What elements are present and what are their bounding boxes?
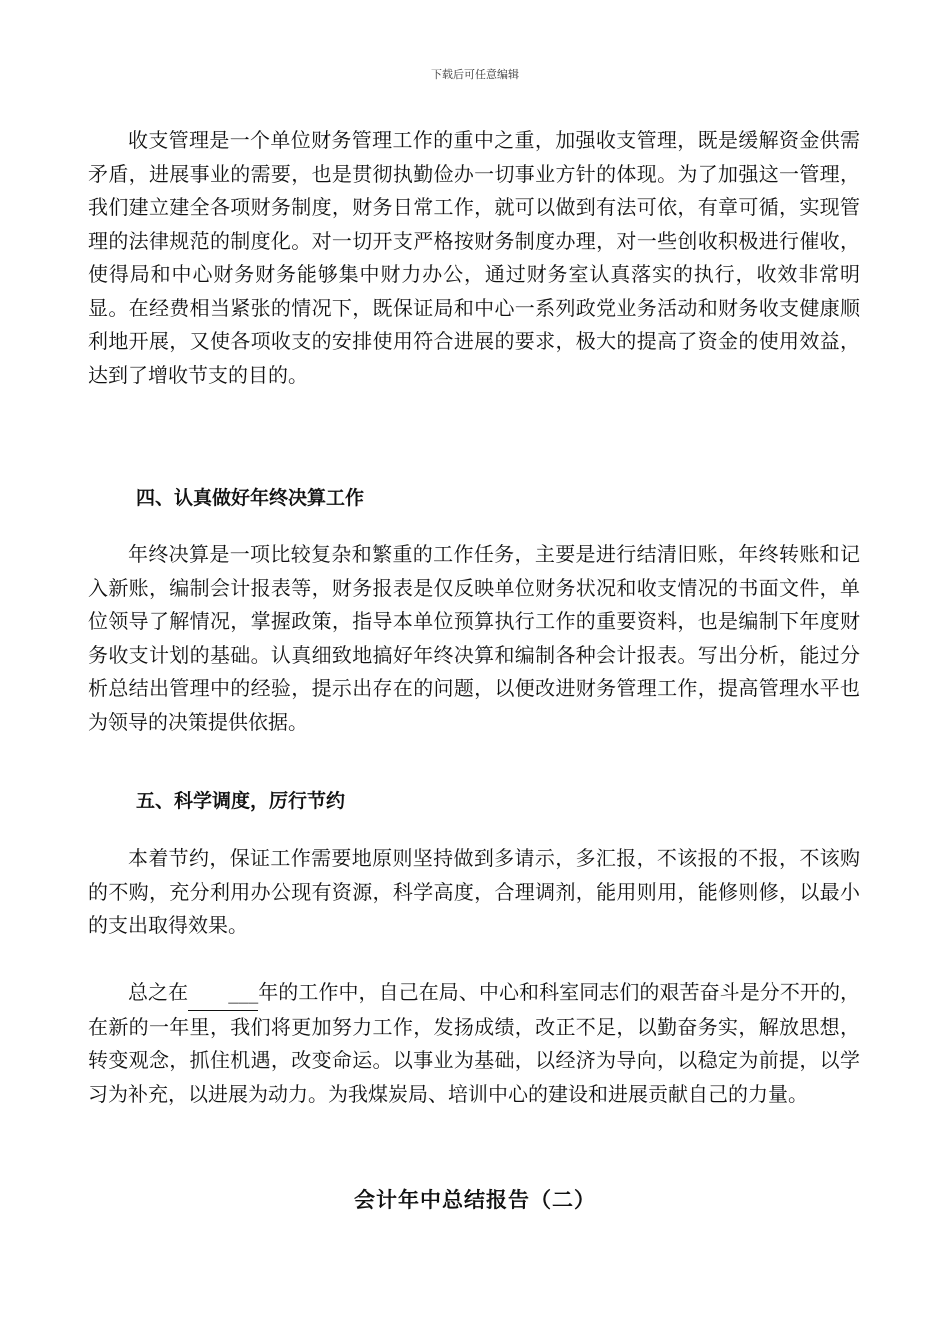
- paragraph-year-end-settlement: 年终决算是一项比较复杂和繁重的工作任务，主要是进行结清旧账，年终转账和记入新账，编制会计报表等，财务报表是仅反映单位财务状况和收支情况的书面文件，单位领导了解情况，掌握政策，指导本单位预算执行工作的重要资料，也是编制下年度财务收支计划的基础。认真细致地搞好年终决算和编制各种会计报表。写出分析，能过分析总结出管理中的经验，提示出存在的问题，以便改进财务管理工作，提高管理水平也为领导的决策提供依据。: [88, 542, 860, 734]
- section-heading-5: 五、科学调度，厉行节约: [136, 790, 346, 812]
- paragraph-conclusion: [88, 976, 860, 1111]
- paragraph-income-expense: 收支管理是一个单位财务管理工作的重中之重，加强收支管理，既是缓解资金供需矛盾，进展事业的需要，也是贯彻执勤俭办一切事业方针的体现。为了加强这一管理，我们建立建全各项财务制度，财务日常工作，就可以做到有法可依，有章可循，实现管理的法律规范的制度化。对一切开支严格按财务制度办理，对一些创收积极进行催收，使得局和中心财务财务能够集中财力办公，通过财务室认真落实的执行，收效非常明显。在经费相当紧张的情况下，既保证局和中心一系列政党业务活动和财务收支健康顺利地开展，又使各项收支的安排使用符合进展的要求，极大的提高了资金的使用效益，达到了增收节支的目的。: [88, 128, 860, 387]
- section-heading-4: 四、认真做好年终决算工作: [136, 487, 365, 509]
- paragraph-saving: 本着节约，保证工作需要地原则坚持做到多请示，多汇报，不该报的不报，不该购的不购，充分利用办公现有资源，科学高度，合理调剂，能用则用，能修则修，以最小的支出取得效果。: [88, 846, 860, 937]
- page-header: 下载后可任意编辑: [431, 68, 519, 81]
- year-blank: ___: [188, 976, 258, 1011]
- conclusion-end: 年的工作中，自己在局、中心和科室同志们的艰苦奋斗是分不开的，在新的一年里，我们将更加努力工作，发扬成绩，改正不足，以勤奋务实，解放思想，转变观念，抓住机遇，改变命运。以事业为基础，以经济为导向，以稳定为前提，以学习为补充，以进展为动力。为我煤炭局、培训中心的建设和进展贡献自己的力量。: [88, 980, 861, 1106]
- next-document-title: 会计年中总结报告（二）: [354, 1187, 596, 1212]
- conclusion-start: 总之在: [128, 980, 189, 1004]
